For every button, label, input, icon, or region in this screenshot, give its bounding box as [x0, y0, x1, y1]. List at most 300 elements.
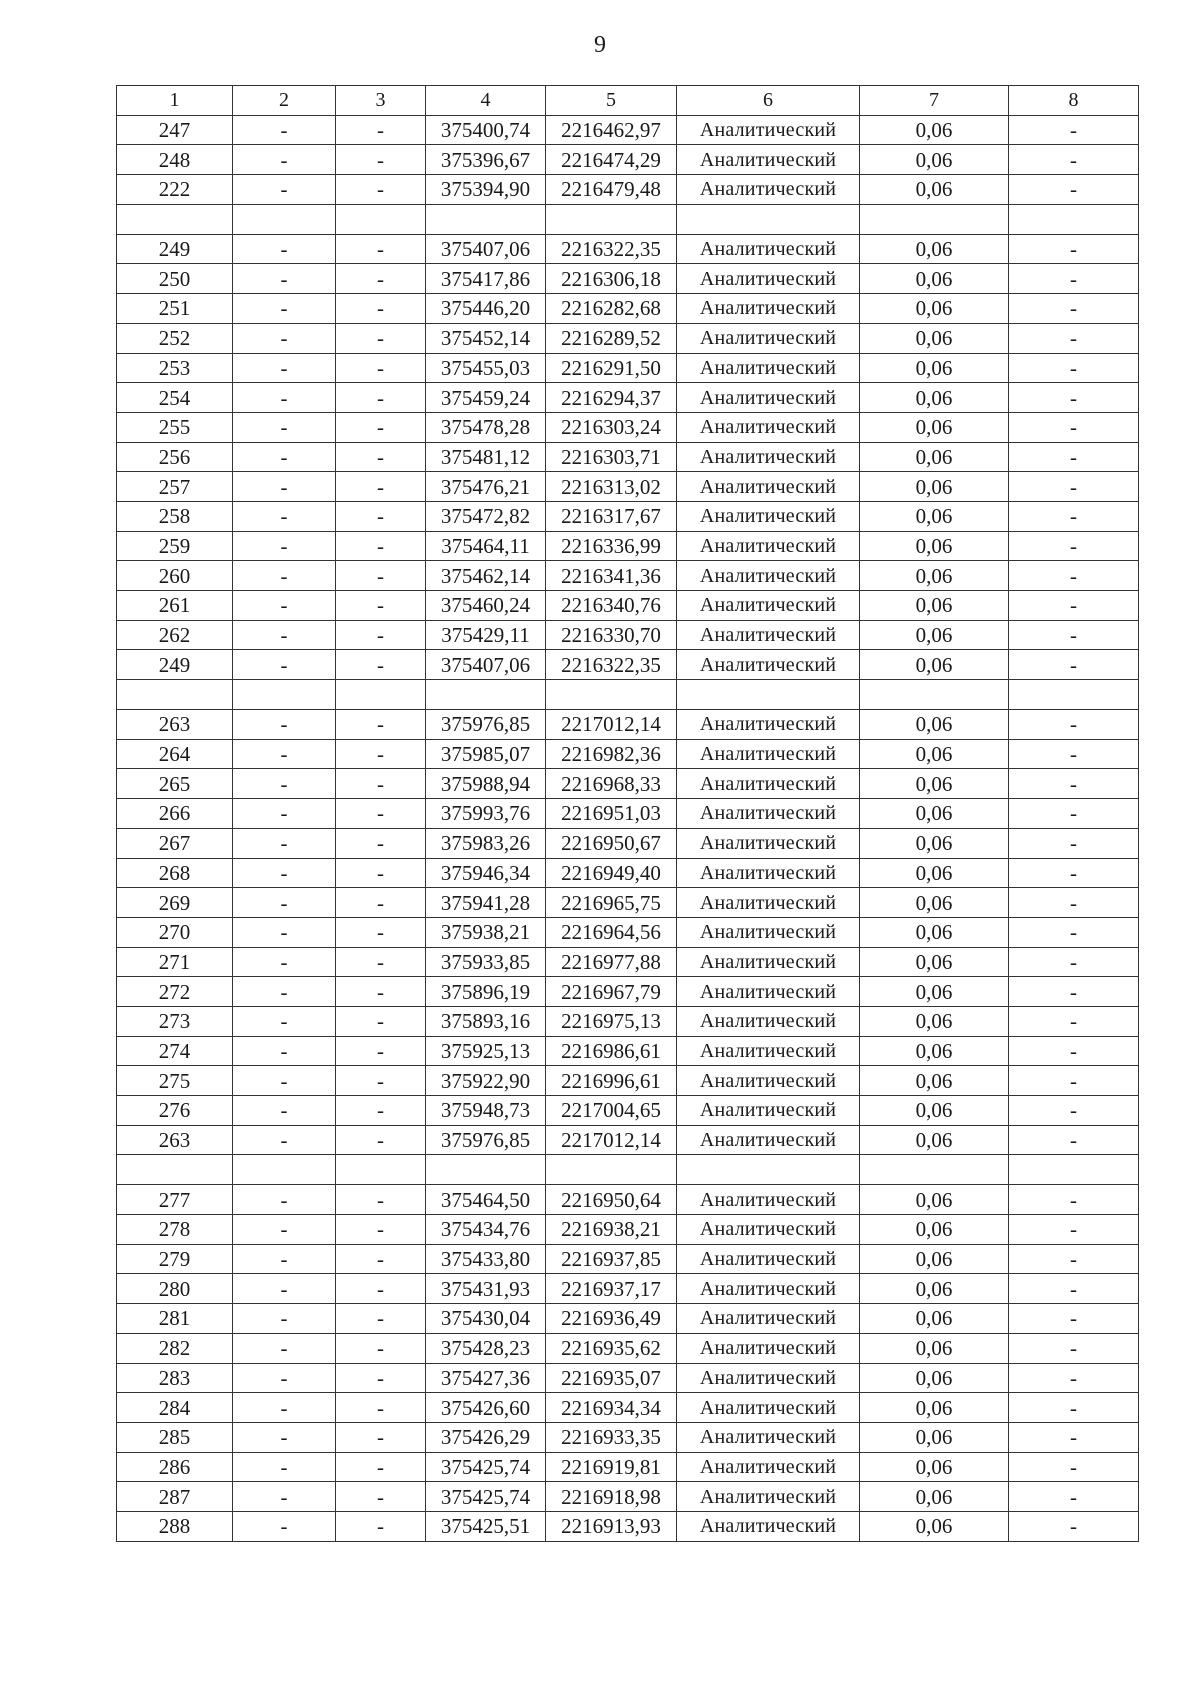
cell-accuracy: 0,06 [860, 1511, 1009, 1541]
cell-x-coordinate [426, 680, 546, 710]
table-row [117, 383, 1139, 413]
cell-col-8-value: - [1009, 442, 1139, 472]
table-row [117, 1482, 1139, 1512]
header-cell-col-6: 6 [677, 86, 860, 116]
table-row [117, 620, 1139, 650]
cell-method: Аналитический [677, 769, 860, 799]
cell-col-2-value: - [233, 1185, 336, 1215]
cell-point-number: 268 [117, 858, 233, 888]
cell-method: Аналитический [677, 947, 860, 977]
cell-col-8-value: - [1009, 1482, 1139, 1512]
cell-method [677, 1155, 860, 1185]
cell-y-coordinate: 2216918,98 [546, 1482, 677, 1512]
cell-col-3-value: - [336, 1363, 426, 1393]
cell-point-number: 263 [117, 1125, 233, 1155]
cell-accuracy: 0,06 [860, 917, 1009, 947]
cell-x-coordinate: 375464,50 [426, 1185, 546, 1215]
cell-accuracy: 0,06 [860, 1452, 1009, 1482]
cell-x-coordinate: 375460,24 [426, 591, 546, 621]
cell-col-2-value: - [233, 591, 336, 621]
cell-y-coordinate: 2216965,75 [546, 888, 677, 918]
table-row [117, 799, 1139, 829]
page-number: 9 [594, 32, 606, 58]
cell-y-coordinate: 2216950,67 [546, 828, 677, 858]
cell-col-3-value: - [336, 1006, 426, 1036]
table-row [117, 353, 1139, 383]
cell-col-2-value: - [233, 294, 336, 324]
cell-point-number: 248 [117, 145, 233, 175]
cell-accuracy: 0,06 [860, 1066, 1009, 1096]
cell-col-2-value: - [233, 561, 336, 591]
cell-col-3-value: - [336, 1393, 426, 1423]
cell-x-coordinate: 375425,74 [426, 1482, 546, 1512]
cell-col-3-value: - [336, 234, 426, 264]
cell-accuracy: 0,06 [860, 1333, 1009, 1363]
header-cell-col-7: 7 [860, 86, 1009, 116]
cell-accuracy: 0,06 [860, 175, 1009, 205]
cell-y-coordinate: 2216330,70 [546, 620, 677, 650]
cell-y-coordinate: 2216977,88 [546, 947, 677, 977]
cell-col-2-value: - [233, 145, 336, 175]
cell-col-2-value: - [233, 858, 336, 888]
cell-point-number [117, 680, 233, 710]
cell-method: Аналитический [677, 1452, 860, 1482]
cell-point-number: 265 [117, 769, 233, 799]
cell-point-number: 256 [117, 442, 233, 472]
cell-col-8-value: - [1009, 1304, 1139, 1334]
cell-col-3-value: - [336, 561, 426, 591]
cell-col-3-value: - [336, 977, 426, 1007]
cell-col-8-value: - [1009, 294, 1139, 324]
cell-col-3-value [336, 1155, 426, 1185]
cell-accuracy: 0,06 [860, 710, 1009, 740]
cell-y-coordinate: 2216996,61 [546, 1066, 677, 1096]
table-row [117, 650, 1139, 680]
cell-accuracy: 0,06 [860, 1125, 1009, 1155]
table-row [117, 145, 1139, 175]
cell-method [677, 204, 860, 234]
cell-col-2-value: - [233, 799, 336, 829]
table-row [117, 710, 1139, 740]
cell-method: Аналитический [677, 858, 860, 888]
cell-y-coordinate: 2216938,21 [546, 1215, 677, 1245]
cell-method: Аналитический [677, 888, 860, 918]
cell-col-8-value: - [1009, 828, 1139, 858]
cell-col-2-value: - [233, 917, 336, 947]
cell-point-number: 271 [117, 947, 233, 977]
cell-accuracy: 0,06 [860, 799, 1009, 829]
cell-y-coordinate: 2216935,07 [546, 1363, 677, 1393]
cell-col-8-value: - [1009, 145, 1139, 175]
table-separator-row [117, 1155, 1139, 1185]
table-header-row [117, 86, 1139, 116]
cell-col-8-value: - [1009, 175, 1139, 205]
cell-col-2-value: - [233, 264, 336, 294]
table-separator-row [117, 680, 1139, 710]
cell-col-3-value: - [336, 1066, 426, 1096]
cell-x-coordinate: 375941,28 [426, 888, 546, 918]
cell-point-number: 277 [117, 1185, 233, 1215]
cell-col-3-value: - [336, 1333, 426, 1363]
table-row [117, 1452, 1139, 1482]
cell-x-coordinate: 375426,29 [426, 1422, 546, 1452]
cell-col-8-value: - [1009, 1006, 1139, 1036]
cell-col-2-value: - [233, 1304, 336, 1334]
cell-method: Аналитический [677, 294, 860, 324]
cell-col-2-value: - [233, 739, 336, 769]
cell-col-2-value: - [233, 620, 336, 650]
table-row [117, 175, 1139, 205]
cell-y-coordinate: 2216975,13 [546, 1006, 677, 1036]
table-row [117, 769, 1139, 799]
cell-col-3-value: - [336, 1244, 426, 1274]
cell-x-coordinate: 375452,14 [426, 323, 546, 353]
cell-method: Аналитический [677, 264, 860, 294]
cell-x-coordinate: 375462,14 [426, 561, 546, 591]
cell-method: Аналитический [677, 1215, 860, 1245]
cell-point-number: 263 [117, 710, 233, 740]
cell-col-8-value: - [1009, 1096, 1139, 1126]
cell-x-coordinate [426, 204, 546, 234]
table-row [117, 234, 1139, 264]
cell-col-8-value: - [1009, 1363, 1139, 1393]
cell-col-2-value: - [233, 501, 336, 531]
cell-accuracy: 0,06 [860, 1274, 1009, 1304]
cell-x-coordinate: 375946,34 [426, 858, 546, 888]
cell-accuracy: 0,06 [860, 264, 1009, 294]
cell-x-coordinate: 375446,20 [426, 294, 546, 324]
cell-method: Аналитический [677, 828, 860, 858]
cell-col-3-value: - [336, 472, 426, 502]
cell-accuracy: 0,06 [860, 1006, 1009, 1036]
cell-point-number: 264 [117, 739, 233, 769]
table-row [117, 917, 1139, 947]
cell-col-3-value: - [336, 1036, 426, 1066]
cell-col-2-value: - [233, 175, 336, 205]
cell-point-number: 274 [117, 1036, 233, 1066]
cell-method: Аналитический [677, 234, 860, 264]
cell-col-8-value: - [1009, 1036, 1139, 1066]
cell-col-8-value: - [1009, 561, 1139, 591]
cell-y-coordinate: 2216336,99 [546, 531, 677, 561]
cell-method [677, 680, 860, 710]
cell-col-8-value: - [1009, 353, 1139, 383]
table-row [117, 1363, 1139, 1393]
cell-point-number: 249 [117, 234, 233, 264]
cell-accuracy: 0,06 [860, 591, 1009, 621]
cell-x-coordinate: 375481,12 [426, 442, 546, 472]
table-row [117, 294, 1139, 324]
cell-col-3-value: - [336, 1185, 426, 1215]
cell-accuracy: 0,06 [860, 115, 1009, 145]
cell-col-8-value: - [1009, 383, 1139, 413]
table-row [117, 323, 1139, 353]
cell-y-coordinate: 2216937,17 [546, 1274, 677, 1304]
cell-x-coordinate: 375476,21 [426, 472, 546, 502]
cell-accuracy: 0,06 [860, 234, 1009, 264]
cell-method: Аналитический [677, 650, 860, 680]
cell-x-coordinate: 375425,51 [426, 1511, 546, 1541]
cell-method: Аналитический [677, 1393, 860, 1423]
cell-col-2-value: - [233, 1096, 336, 1126]
cell-col-3-value: - [336, 799, 426, 829]
cell-point-number: 267 [117, 828, 233, 858]
table-row [117, 1125, 1139, 1155]
cell-method: Аналитический [677, 472, 860, 502]
cell-point-number: 286 [117, 1452, 233, 1482]
cell-col-3-value: - [336, 412, 426, 442]
cell-col-8-value: - [1009, 531, 1139, 561]
cell-col-8-value: - [1009, 234, 1139, 264]
cell-col-8-value: - [1009, 1452, 1139, 1482]
cell-col-3-value: - [336, 353, 426, 383]
cell-x-coordinate: 375417,86 [426, 264, 546, 294]
cell-col-8-value: - [1009, 739, 1139, 769]
cell-col-8-value: - [1009, 977, 1139, 1007]
cell-col-8-value: - [1009, 1274, 1139, 1304]
cell-x-coordinate: 375976,85 [426, 1125, 546, 1155]
cell-method: Аналитический [677, 115, 860, 145]
cell-col-8-value: - [1009, 591, 1139, 621]
cell-accuracy: 0,06 [860, 1185, 1009, 1215]
cell-col-8-value: - [1009, 1244, 1139, 1274]
cell-accuracy: 0,06 [860, 531, 1009, 561]
cell-point-number: 257 [117, 472, 233, 502]
cell-col-3-value: - [336, 1511, 426, 1541]
cell-col-3-value: - [336, 620, 426, 650]
cell-y-coordinate: 2216919,81 [546, 1452, 677, 1482]
cell-method: Аналитический [677, 145, 860, 175]
cell-col-8-value: - [1009, 888, 1139, 918]
cell-col-2-value: - [233, 442, 336, 472]
cell-col-8-value: - [1009, 472, 1139, 502]
cell-point-number: 273 [117, 1006, 233, 1036]
cell-accuracy: 0,06 [860, 769, 1009, 799]
cell-y-coordinate: 2216322,35 [546, 234, 677, 264]
cell-accuracy: 0,06 [860, 858, 1009, 888]
cell-col-8-value: - [1009, 620, 1139, 650]
cell-col-8-value [1009, 1155, 1139, 1185]
cell-col-3-value: - [336, 1096, 426, 1126]
cell-y-coordinate [546, 204, 677, 234]
cell-x-coordinate: 375464,11 [426, 531, 546, 561]
cell-accuracy: 0,06 [860, 294, 1009, 324]
cell-accuracy: 0,06 [860, 1363, 1009, 1393]
cell-col-3-value: - [336, 858, 426, 888]
cell-point-number: 288 [117, 1511, 233, 1541]
cell-col-2-value: - [233, 888, 336, 918]
cell-col-3-value: - [336, 739, 426, 769]
cell-col-2-value: - [233, 650, 336, 680]
cell-accuracy: 0,06 [860, 1422, 1009, 1452]
cell-point-number: 247 [117, 115, 233, 145]
cell-col-3-value: - [336, 1452, 426, 1482]
cell-x-coordinate: 375893,16 [426, 1006, 546, 1036]
cell-point-number: 278 [117, 1215, 233, 1245]
table-row [117, 739, 1139, 769]
header-cell-col-1: 1 [117, 86, 233, 116]
cell-col-2-value: - [233, 947, 336, 977]
cell-y-coordinate: 2216934,34 [546, 1393, 677, 1423]
cell-method: Аналитический [677, 383, 860, 413]
cell-accuracy: 0,06 [860, 888, 1009, 918]
cell-col-2-value: - [233, 353, 336, 383]
cell-y-coordinate: 2216937,85 [546, 1244, 677, 1274]
cell-col-8-value: - [1009, 799, 1139, 829]
table-row [117, 888, 1139, 918]
cell-y-coordinate: 2216340,76 [546, 591, 677, 621]
cell-col-8-value: - [1009, 947, 1139, 977]
cell-col-3-value: - [336, 1274, 426, 1304]
cell-x-coordinate: 375993,76 [426, 799, 546, 829]
cell-col-3-value: - [336, 323, 426, 353]
cell-accuracy: 0,06 [860, 947, 1009, 977]
table-row [117, 1304, 1139, 1334]
cell-y-coordinate: 2216306,18 [546, 264, 677, 294]
cell-col-8-value [1009, 680, 1139, 710]
cell-point-number: 285 [117, 1422, 233, 1452]
cell-y-coordinate: 2216303,24 [546, 412, 677, 442]
table-row [117, 591, 1139, 621]
cell-accuracy: 0,06 [860, 1036, 1009, 1066]
cell-x-coordinate: 375948,73 [426, 1096, 546, 1126]
cell-point-number: 281 [117, 1304, 233, 1334]
cell-y-coordinate: 2216964,56 [546, 917, 677, 947]
cell-point-number: 260 [117, 561, 233, 591]
cell-point-number: 255 [117, 412, 233, 442]
cell-accuracy: 0,06 [860, 1215, 1009, 1245]
cell-col-8-value: - [1009, 769, 1139, 799]
cell-y-coordinate: 2216986,61 [546, 1036, 677, 1066]
table-separator-row [117, 204, 1139, 234]
cell-col-2-value: - [233, 1215, 336, 1245]
cell-method: Аналитический [677, 175, 860, 205]
cell-point-number: 275 [117, 1066, 233, 1096]
cell-y-coordinate: 2216462,97 [546, 115, 677, 145]
cell-col-3-value: - [336, 145, 426, 175]
cell-y-coordinate: 2217004,65 [546, 1096, 677, 1126]
table-row [117, 115, 1139, 145]
cell-y-coordinate: 2216479,48 [546, 175, 677, 205]
cell-y-coordinate: 2216322,35 [546, 650, 677, 680]
cell-col-3-value: - [336, 115, 426, 145]
header-cell-col-5: 5 [546, 86, 677, 116]
header-cell-col-2: 2 [233, 86, 336, 116]
cell-x-coordinate: 375925,13 [426, 1036, 546, 1066]
cell-y-coordinate: 2216474,29 [546, 145, 677, 175]
cell-point-number: 284 [117, 1393, 233, 1423]
cell-x-coordinate: 375396,67 [426, 145, 546, 175]
cell-accuracy: 0,06 [860, 1244, 1009, 1274]
cell-method: Аналитический [677, 799, 860, 829]
cell-method: Аналитический [677, 620, 860, 650]
cell-method: Аналитический [677, 917, 860, 947]
cell-x-coordinate: 375455,03 [426, 353, 546, 383]
cell-y-coordinate: 2216935,62 [546, 1333, 677, 1363]
cell-y-coordinate: 2217012,14 [546, 1125, 677, 1155]
cell-method: Аналитический [677, 353, 860, 383]
cell-accuracy: 0,06 [860, 472, 1009, 502]
cell-x-coordinate: 375938,21 [426, 917, 546, 947]
cell-col-2-value: - [233, 1125, 336, 1155]
table-row [117, 501, 1139, 531]
cell-y-coordinate: 2216968,33 [546, 769, 677, 799]
cell-col-8-value: - [1009, 858, 1139, 888]
cell-x-coordinate: 375400,74 [426, 115, 546, 145]
cell-x-coordinate: 375428,23 [426, 1333, 546, 1363]
cell-point-number: 270 [117, 917, 233, 947]
table-row [117, 1096, 1139, 1126]
cell-point-number: 251 [117, 294, 233, 324]
cell-x-coordinate: 375988,94 [426, 769, 546, 799]
cell-col-3-value: - [336, 1304, 426, 1334]
cell-col-2-value: - [233, 234, 336, 264]
cell-x-coordinate: 375896,19 [426, 977, 546, 1007]
cell-col-3-value: - [336, 383, 426, 413]
cell-col-2-value: - [233, 531, 336, 561]
cell-accuracy: 0,06 [860, 501, 1009, 531]
cell-col-3-value: - [336, 294, 426, 324]
cell-y-coordinate: 2216949,40 [546, 858, 677, 888]
cell-point-number: 283 [117, 1363, 233, 1393]
cell-x-coordinate: 375433,80 [426, 1244, 546, 1274]
cell-method: Аналитический [677, 442, 860, 472]
cell-point-number: 282 [117, 1333, 233, 1363]
cell-col-3-value: - [336, 1215, 426, 1245]
cell-point-number: 276 [117, 1096, 233, 1126]
cell-col-2-value: - [233, 1511, 336, 1541]
cell-method: Аналитический [677, 977, 860, 1007]
cell-accuracy: 0,06 [860, 828, 1009, 858]
table-row [117, 1215, 1139, 1245]
cell-y-coordinate: 2216294,37 [546, 383, 677, 413]
cell-col-3-value: - [336, 1482, 426, 1512]
cell-y-coordinate: 2216317,67 [546, 501, 677, 531]
cell-col-2-value: - [233, 1006, 336, 1036]
table-row [117, 1333, 1139, 1363]
cell-col-2-value: - [233, 1066, 336, 1096]
cell-accuracy: 0,06 [860, 412, 1009, 442]
cell-accuracy: 0,06 [860, 1482, 1009, 1512]
cell-y-coordinate: 2216291,50 [546, 353, 677, 383]
cell-col-8-value: - [1009, 650, 1139, 680]
cell-method: Аналитический [677, 1511, 860, 1541]
header-cell-col-4: 4 [426, 86, 546, 116]
cell-accuracy: 0,06 [860, 620, 1009, 650]
cell-col-2-value: - [233, 323, 336, 353]
cell-point-number: 272 [117, 977, 233, 1007]
cell-x-coordinate: 375407,06 [426, 650, 546, 680]
table-row [117, 1036, 1139, 1066]
table-row [117, 442, 1139, 472]
cell-method: Аналитический [677, 1006, 860, 1036]
cell-col-2-value: - [233, 1393, 336, 1423]
cell-col-3-value: - [336, 1422, 426, 1452]
cell-accuracy: 0,06 [860, 353, 1009, 383]
table-row [117, 1185, 1139, 1215]
cell-point-number [117, 204, 233, 234]
cell-point-number: 252 [117, 323, 233, 353]
cell-method: Аналитический [677, 1096, 860, 1126]
cell-point-number: 266 [117, 799, 233, 829]
cell-col-8-value: - [1009, 710, 1139, 740]
cell-col-2-value: - [233, 1452, 336, 1482]
cell-x-coordinate: 375394,90 [426, 175, 546, 205]
cell-x-coordinate: 375933,85 [426, 947, 546, 977]
cell-y-coordinate: 2216341,36 [546, 561, 677, 591]
cell-x-coordinate: 375434,76 [426, 1215, 546, 1245]
table-row [117, 1393, 1139, 1423]
